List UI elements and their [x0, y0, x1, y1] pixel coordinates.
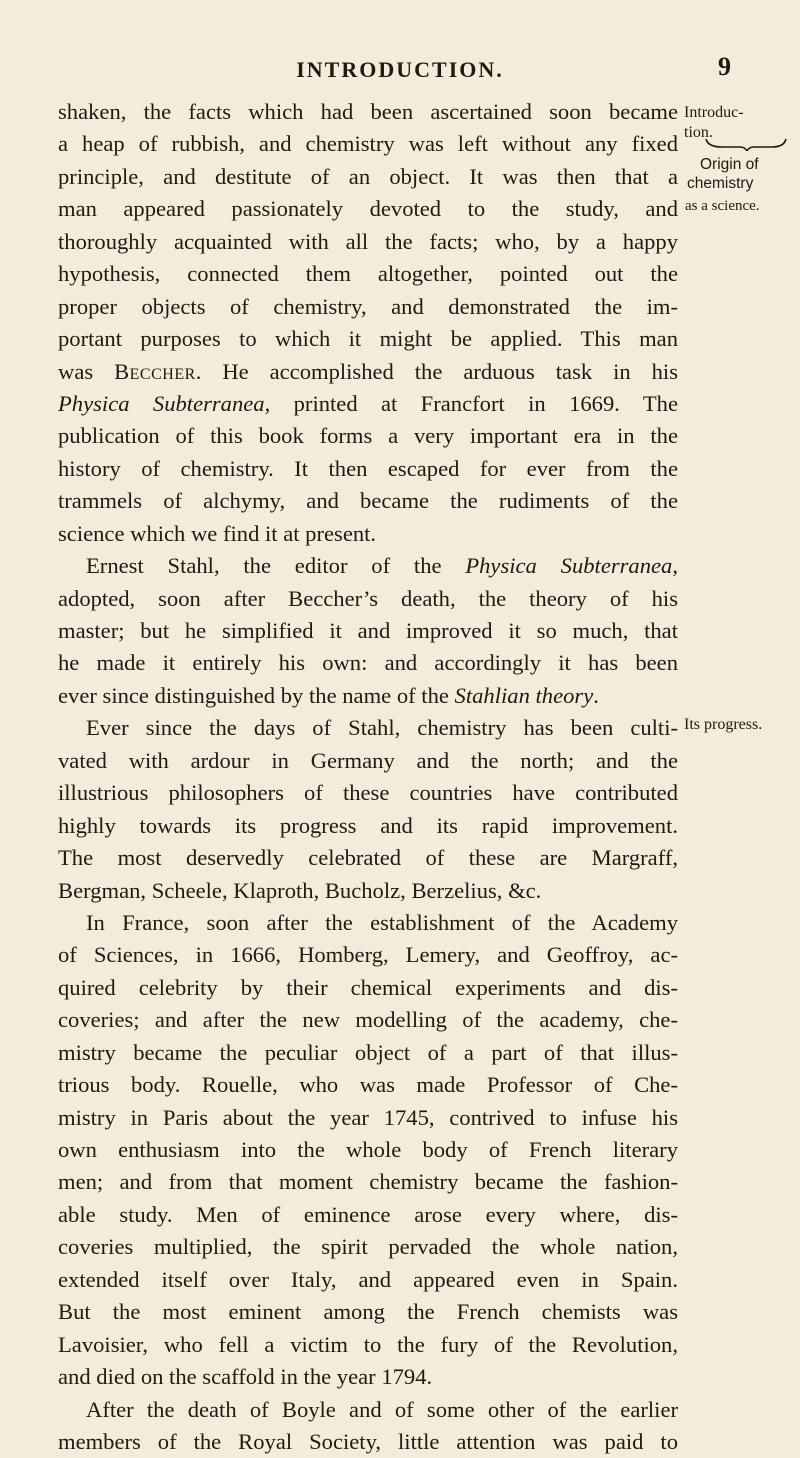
- text-line: principle, and destitute of an object. It was then that a: [58, 163, 678, 189]
- text-line: Ever since the days of Stahl, chemistry has been culti-: [86, 715, 678, 741]
- margin-note-origin: Origin of: [700, 156, 759, 173]
- text-line: history of chemistry. It then escaped for ever from the: [58, 455, 678, 481]
- book-title: Physica Subterranea: [465, 553, 673, 579]
- text-line: highly towards its progress and its rapid improvement.: [58, 812, 678, 838]
- running-head: INTRODUCTION.: [296, 57, 504, 82]
- text-line: After the death of Boyle and of some other of the earlier: [86, 1396, 678, 1422]
- brace-icon: [702, 137, 788, 151]
- text-line: hypothesis, connected them altogether, pointed out the: [58, 261, 678, 287]
- text-line: adopted, soon after Beccher’s death, the theory of his: [58, 585, 678, 611]
- text-line: man appeared passionately devoted to the study, and: [58, 196, 678, 222]
- text-line: Ernest Stahl, the editor of the Physica Subterranea,: [86, 553, 679, 579]
- body-text: [58, 96, 678, 1458]
- text-line: mistry became the peculiar object of a part of that illus-: [58, 1039, 678, 1065]
- text-line: was Beccher. He accomplished the arduous task in his: [58, 358, 678, 384]
- text-line: and died on the scaffold in the year 1794.: [58, 1364, 433, 1390]
- text-line: of Sciences, in 1666, Homberg, Lemery, and Geoffroy, ac-: [58, 942, 678, 968]
- text-line: ever since distinguished by the name of the Stahlian theory.: [58, 682, 599, 708]
- text-line: Lavoisier, who fell a victim to the fury of the Revolution,: [58, 1331, 678, 1357]
- text-line: able study. Men of eminence arose every where, dis-: [58, 1201, 678, 1227]
- text-line: illustrious philosophers of these countries have contributed: [58, 780, 678, 806]
- text-line: coveries; and after the new modelling of the academy, che-: [58, 1007, 678, 1033]
- text-line: trious body. Rouelle, who was made Professor of Che-: [58, 1072, 678, 1098]
- margin-note-origin-science: as a science.: [685, 198, 760, 214]
- text-line: vated with ardour in Germany and the north; and the: [58, 747, 678, 773]
- text-line: science which we find it at present.: [58, 520, 377, 546]
- text-line: publication of this book forms a very important era in the: [58, 423, 678, 449]
- text-line: coveries multiplied, the spirit pervaded the whole nation,: [58, 1234, 678, 1260]
- margin-note-progress: Its progress.: [684, 716, 763, 733]
- margin-note-origin-chemistry: chemistry: [687, 175, 754, 192]
- text-line: master; but he simplified it and improved it so much, that: [58, 618, 678, 643]
- text-line: men; and from that moment chemistry became the fashion-: [58, 1169, 678, 1195]
- text-line: In France, soon after the establishment of the Academy: [86, 909, 678, 935]
- text-line: mistry in Paris about the year 1745, contrived to infuse his: [58, 1104, 678, 1130]
- text-line: trammels of alchymy, and became the rudiments of the: [58, 488, 678, 514]
- text-line: members of the Royal Society, little attention was paid to: [58, 1428, 678, 1454]
- text-line: Physica Subterranea, printed at Francfort in 1669. The: [58, 390, 678, 416]
- text-line: portant purposes to which it might be applied. This man: [58, 326, 678, 352]
- text-line: quired celebrity by their chemical experiments and dis-: [58, 974, 678, 1000]
- page-number: 9: [718, 52, 731, 81]
- name-beccher: Beccher: [114, 358, 196, 384]
- margin-note-introduction: Introduc-: [684, 104, 744, 121]
- theory-name: Stahlian theory: [454, 682, 594, 708]
- text-line: Bergman, Scheele, Klaproth, Bucholz, Berzelius, &c.: [58, 877, 542, 903]
- text-line: But the most eminent among the French chemists was: [58, 1299, 678, 1325]
- text-line: The most deservedly celebrated of these are Margraff,: [58, 845, 678, 871]
- text-line: he made it entirely his own: and accordingly it has been: [58, 650, 678, 676]
- text-line: extended itself over Italy, and appeared even in Spain.: [58, 1266, 678, 1292]
- text-line: proper objects of chemistry, and demonstrated the im-: [58, 293, 678, 319]
- text-line: a heap of rubbish, and chemistry was left without any fixed: [58, 131, 678, 157]
- text-line: own enthusiasm into the whole body of French literary: [58, 1137, 678, 1162]
- margin-note-introduction-cont: tion.: [684, 124, 713, 141]
- book-title: Physica Subterranea: [58, 390, 265, 416]
- text-line: shaken, the facts which had been ascertained soon became: [58, 99, 678, 124]
- text-line: thoroughly acquainted with all the facts; who, by a happy: [58, 228, 678, 254]
